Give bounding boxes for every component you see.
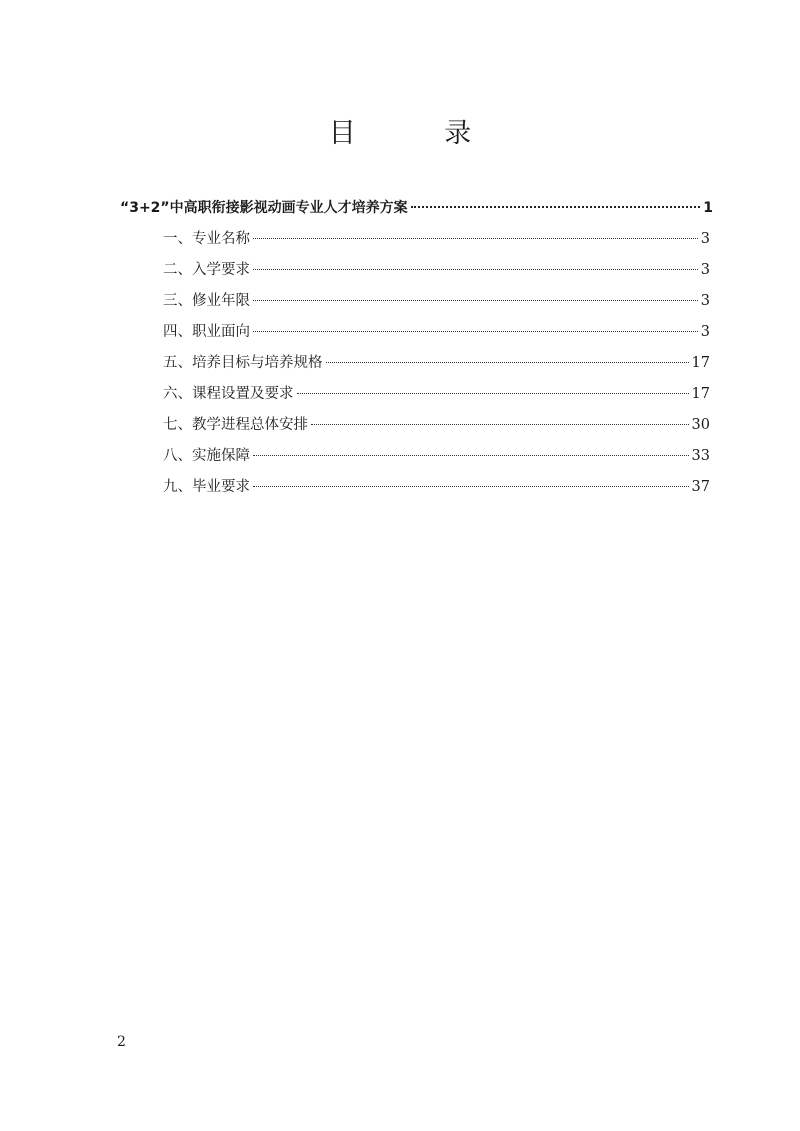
toc-entry-page: 17 bbox=[691, 355, 710, 371]
toc-entry-8[interactable] bbox=[163, 444, 710, 468]
toc-dot-leader bbox=[253, 238, 698, 239]
toc-entry-label: 六、课程设置及要求 bbox=[163, 386, 294, 402]
toc-entry-page: 1 bbox=[703, 200, 713, 216]
toc-entry-2[interactable] bbox=[163, 258, 710, 282]
toc-entry-6[interactable] bbox=[163, 382, 710, 406]
toc-entry-label: 五、培养目标与培养规格 bbox=[163, 355, 323, 371]
toc-entry-5[interactable] bbox=[163, 351, 710, 375]
page-number: 2 bbox=[117, 1034, 126, 1050]
toc-entry-label: 九、毕业要求 bbox=[163, 479, 250, 495]
toc-entry-page: 3 bbox=[700, 231, 710, 247]
page-title: 目 录 bbox=[328, 118, 512, 149]
toc-entry-label: 七、教学进程总体安排 bbox=[163, 417, 308, 433]
toc-dot-leader bbox=[253, 486, 689, 487]
toc-entry-page: 3 bbox=[700, 293, 710, 309]
toc-entry-label: 八、实施保障 bbox=[163, 448, 250, 464]
toc-dot-leader bbox=[253, 331, 698, 332]
toc-entry-page: 17 bbox=[691, 386, 710, 402]
toc-dot-leader bbox=[253, 269, 698, 270]
toc-entry-main-title[interactable] bbox=[120, 196, 713, 220]
toc-entry-label: 四、职业面向 bbox=[163, 324, 250, 340]
toc-dot-leader bbox=[253, 455, 689, 456]
toc-dot-leader bbox=[411, 206, 701, 208]
toc-entry-label: 二、入学要求 bbox=[163, 262, 250, 278]
toc-entry-page: 37 bbox=[691, 479, 710, 495]
toc-dot-leader bbox=[297, 393, 689, 394]
toc-dot-leader bbox=[253, 300, 698, 301]
toc-dot-leader bbox=[326, 362, 689, 363]
toc-entry-1[interactable] bbox=[163, 227, 710, 251]
toc-entry-label: “3+2”中高职衔接影视动画专业人才培养方案 bbox=[120, 200, 408, 216]
toc-entry-4[interactable] bbox=[163, 320, 710, 344]
toc-entry-page: 3 bbox=[700, 324, 710, 340]
toc-entry-7[interactable] bbox=[163, 413, 710, 437]
toc-entry-9[interactable] bbox=[163, 475, 710, 499]
toc-entry-label: 一、专业名称 bbox=[163, 231, 250, 247]
toc-entry-3[interactable] bbox=[163, 289, 710, 313]
toc-entry-label: 三、修业年限 bbox=[163, 293, 250, 309]
toc-dot-leader bbox=[311, 424, 689, 425]
toc-entry-page: 33 bbox=[691, 448, 710, 464]
toc-entry-page: 30 bbox=[691, 417, 710, 433]
toc-entry-page: 3 bbox=[700, 262, 710, 278]
